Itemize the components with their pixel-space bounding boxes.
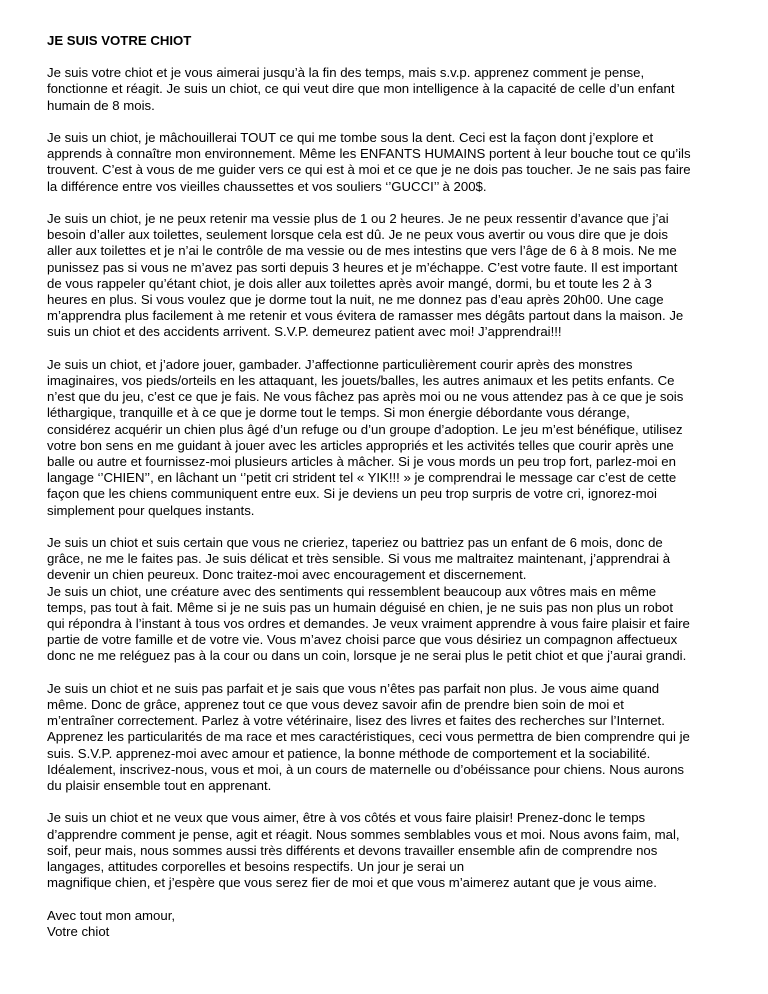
paragraph-line: langages, attitudes corporelles et besoins respectifs. Un jour je serai un (47, 859, 465, 875)
paragraph-line: même. Donc de grâce, apprenez tout ce que vous devez savoir afin de prendre bien soin de moi et (47, 697, 624, 713)
paragraph-line: m’apprendra plus facilement à me retenir et vous évitera de ramasser mes dégâts partout dans la maison. Je (47, 308, 684, 324)
paragraph (47, 130, 747, 195)
paragraph-line: trouvent. C’est à vous de me guider vers ce qui est à moi et ce que je ne dois pas toucher. Je ne sais pas faire (47, 162, 691, 178)
closing-salutation: Avec tout mon amour, (47, 907, 176, 923)
paragraph-line: Je suis votre chiot et je vous aimerai jusqu’à la fin des temps, mais s.v.p. apprenez comment je pense, (47, 65, 645, 81)
paragraph-line: besoin d’aller aux toilettes, seulement lorsque cela est dû. Je ne peux vous avertir ou vous dire que je dois (47, 227, 668, 243)
paragraph-line: Je suis un chiot et ne veux que vous aimer, être à vos côtés et vous faire plaisir! Prenez-donc le temps (47, 810, 646, 826)
letter-page (47, 33, 747, 940)
paragraph-line: temps, pas tout à fait. Même si je ne suis pas un humain déguisé en chien, je ne suis pas non plus un robot (47, 599, 674, 615)
paragraph (47, 681, 747, 794)
paragraph-line: Je suis un chiot et suis certain que vous ne crieriez, taperiez ou battriez pas un enfant de 6 mois, donc de (47, 535, 663, 551)
paragraph-line: devenir un chien peureux. Donc traitez-moi avec encouragement et discernement. (47, 567, 527, 583)
paragraph-line: la différence entre vos vieilles chaussettes et vos souliers ‘’GUCCI’’ à 200$. (47, 178, 487, 194)
paragraph-line: magnifique chien, et j’espère que vous serez fier de moi et que vous m’aimerez autant que je vous aime. (47, 875, 657, 891)
paragraph-line: apprends à connaître mon environnement. Même les ENFANTS HUMAINS portent à leur bouche tout ce qu’ils (47, 146, 691, 162)
paragraph-line: Je suis un chiot, une créature avec des sentiments qui ressemblent beaucoup aux vôtres mais en même (47, 583, 657, 599)
paragraph-line: langage ‘’CHIEN’’, en lâchant un ‘’petit cri strident tel « YIK!!! » je comprendrai le message car c’est de cette (47, 470, 677, 486)
paragraph-line: m’entraîner correctement. Parlez à votre vétérinaire, lisez des livres et faites des recherches sur l’Internet. (47, 713, 665, 729)
letter-title: JE SUIS VOTRE CHIOT (47, 33, 192, 48)
paragraph-line: humain de 8 mois. (47, 97, 155, 113)
paragraph-line: de vous rappeler qu’étant chiot, je dois aller aux toilettes après avoir mangé, dormi, bu et toute les 2 à 3 (47, 275, 652, 291)
paragraph-line: façon que les chiens communiquent entre eux. Si je deviens un peu trop surpris de votre cri, ignorez-moi (47, 486, 657, 502)
letter-body (47, 65, 747, 891)
paragraph-line: soif, peur mais, nous sommes aussi très différents et devons travailler ensemble afin de comprendre nos (47, 842, 658, 858)
paragraph-line: qui répondra à l’instant à tous vos ordres et demandes. Je veux vraiment apprendre à vous faire plaisir et faire (47, 616, 690, 632)
letter-closing (47, 908, 747, 940)
paragraph-line: n’est que du jeu, c’est ce que je fais. Ne vous fâchez pas après moi ou ne vous attendez pas à ce que je sois (47, 389, 684, 405)
paragraph (47, 584, 747, 665)
paragraph-line: d’apprendre comment je pense, agit et réagit. Nous sommes semblables vous et moi. Nous avons faim, mal, (47, 826, 680, 842)
paragraph-line: votre bon sens en me guidant à jouer avec les articles appropriés et les activités telles que courir après une (47, 437, 674, 453)
paragraph (47, 211, 747, 341)
paragraph-line: donc ne me reléguez pas à la cour ou dans un coin, lorsque je ne serai plus le petit chiot et que j’aurai grandi. (47, 648, 687, 664)
paragraph-line: punissez pas si vous ne m’avez pas sorti depuis 3 heures et je m’échappe. C’est votre faute. Il est important (47, 259, 678, 275)
paragraph-line: Je suis un chiot, et j’adore jouer, gambader. J’affectionne particulièrement courir après des monstres (47, 356, 633, 372)
paragraph (47, 357, 747, 519)
paragraph-line: heures en plus. Si vous voulez que je dorme tout la nuit, ne me donnez pas d’eau après 20h00. Une cage (47, 292, 664, 308)
paragraph-line: Idéalement, inscrivez-nous, vous et moi, à un cours de maternelle ou d’obéissance pour chiens. Nous aurons (47, 761, 685, 777)
paragraph-line: Je suis un chiot, je ne peux retenir ma vessie plus de 1 ou 2 heures. Je ne peux ressentir d’avance que j’ai (47, 211, 669, 226)
paragraph-line: imaginaires, vos pieds/orteils en les attaquant, les jouets/balles, les autres animaux et les petits enfants. Ce (47, 373, 675, 389)
paragraph-line: aller aux toilettes et je n’ai le contrôle de ma vessie ou de mes intestins que vers l’âge de 6 à 8 mois. Ne me (47, 243, 677, 259)
paragraph-line: Je suis un chiot et ne suis pas parfait et je sais que vous n’êtes pas parfait non plus. Je vous aime quand (47, 680, 660, 696)
paragraph-line: fonctionne et réagit. Je suis un chiot, ce qui veut dire que mon intelligence à la capacité de celle d’un enfant (47, 81, 675, 97)
paragraph-line: suis. S.V.P. apprenez-moi avec amour et patience, la bonne méthode de comportement et la sociabilité. (47, 745, 651, 761)
paragraph-line: Je suis un chiot, je mâchouillerai TOUT ce qui me tombe sous la dent. Ceci est la façon dont j’explore et (47, 130, 654, 145)
paragraph-line: balle ou autre et fournissez-moi plusieurs articles à mâcher. Si je vous mords un peu trop fort, parlez-moi en (47, 454, 676, 470)
closing-signature: Votre chiot (47, 923, 110, 939)
paragraph-line: du plaisir ensemble tout en apprenant. (47, 778, 272, 794)
paragraph-line: léthargique, tranquille et à ce que je dorme tout le temps. Si mon énergie débordante vous dérange, (47, 405, 630, 421)
paragraph-line: partie de votre famille et de votre vie. Vous m’avez choisi parce que vous désiriez un compagnon affectueux (47, 632, 678, 648)
paragraph-line: suis un chiot et des accidents arrivent. S.V.P. demeurez patient avec moi! J’apprendrai!!! (47, 324, 562, 340)
paragraph (47, 810, 747, 891)
paragraph-line: grâce, ne me le faites pas. Je suis délicat et très sensible. Si vous me maltraitez maintenant, j’apprendrai à (47, 551, 671, 567)
paragraph-line: simplement pour quelques instants. (47, 502, 255, 518)
paragraph-line: considérez acquérir un chien plus âgé d’un refuge ou d’un groupe d’adoption. Le jeu m’est bénéfique, utilisez (47, 421, 683, 437)
paragraph (47, 65, 747, 114)
paragraph (47, 535, 747, 584)
paragraph-line: Apprenez les particularités de ma race et mes caractéristiques, ceci vous permettra de bien comprendre qui je (47, 729, 690, 745)
